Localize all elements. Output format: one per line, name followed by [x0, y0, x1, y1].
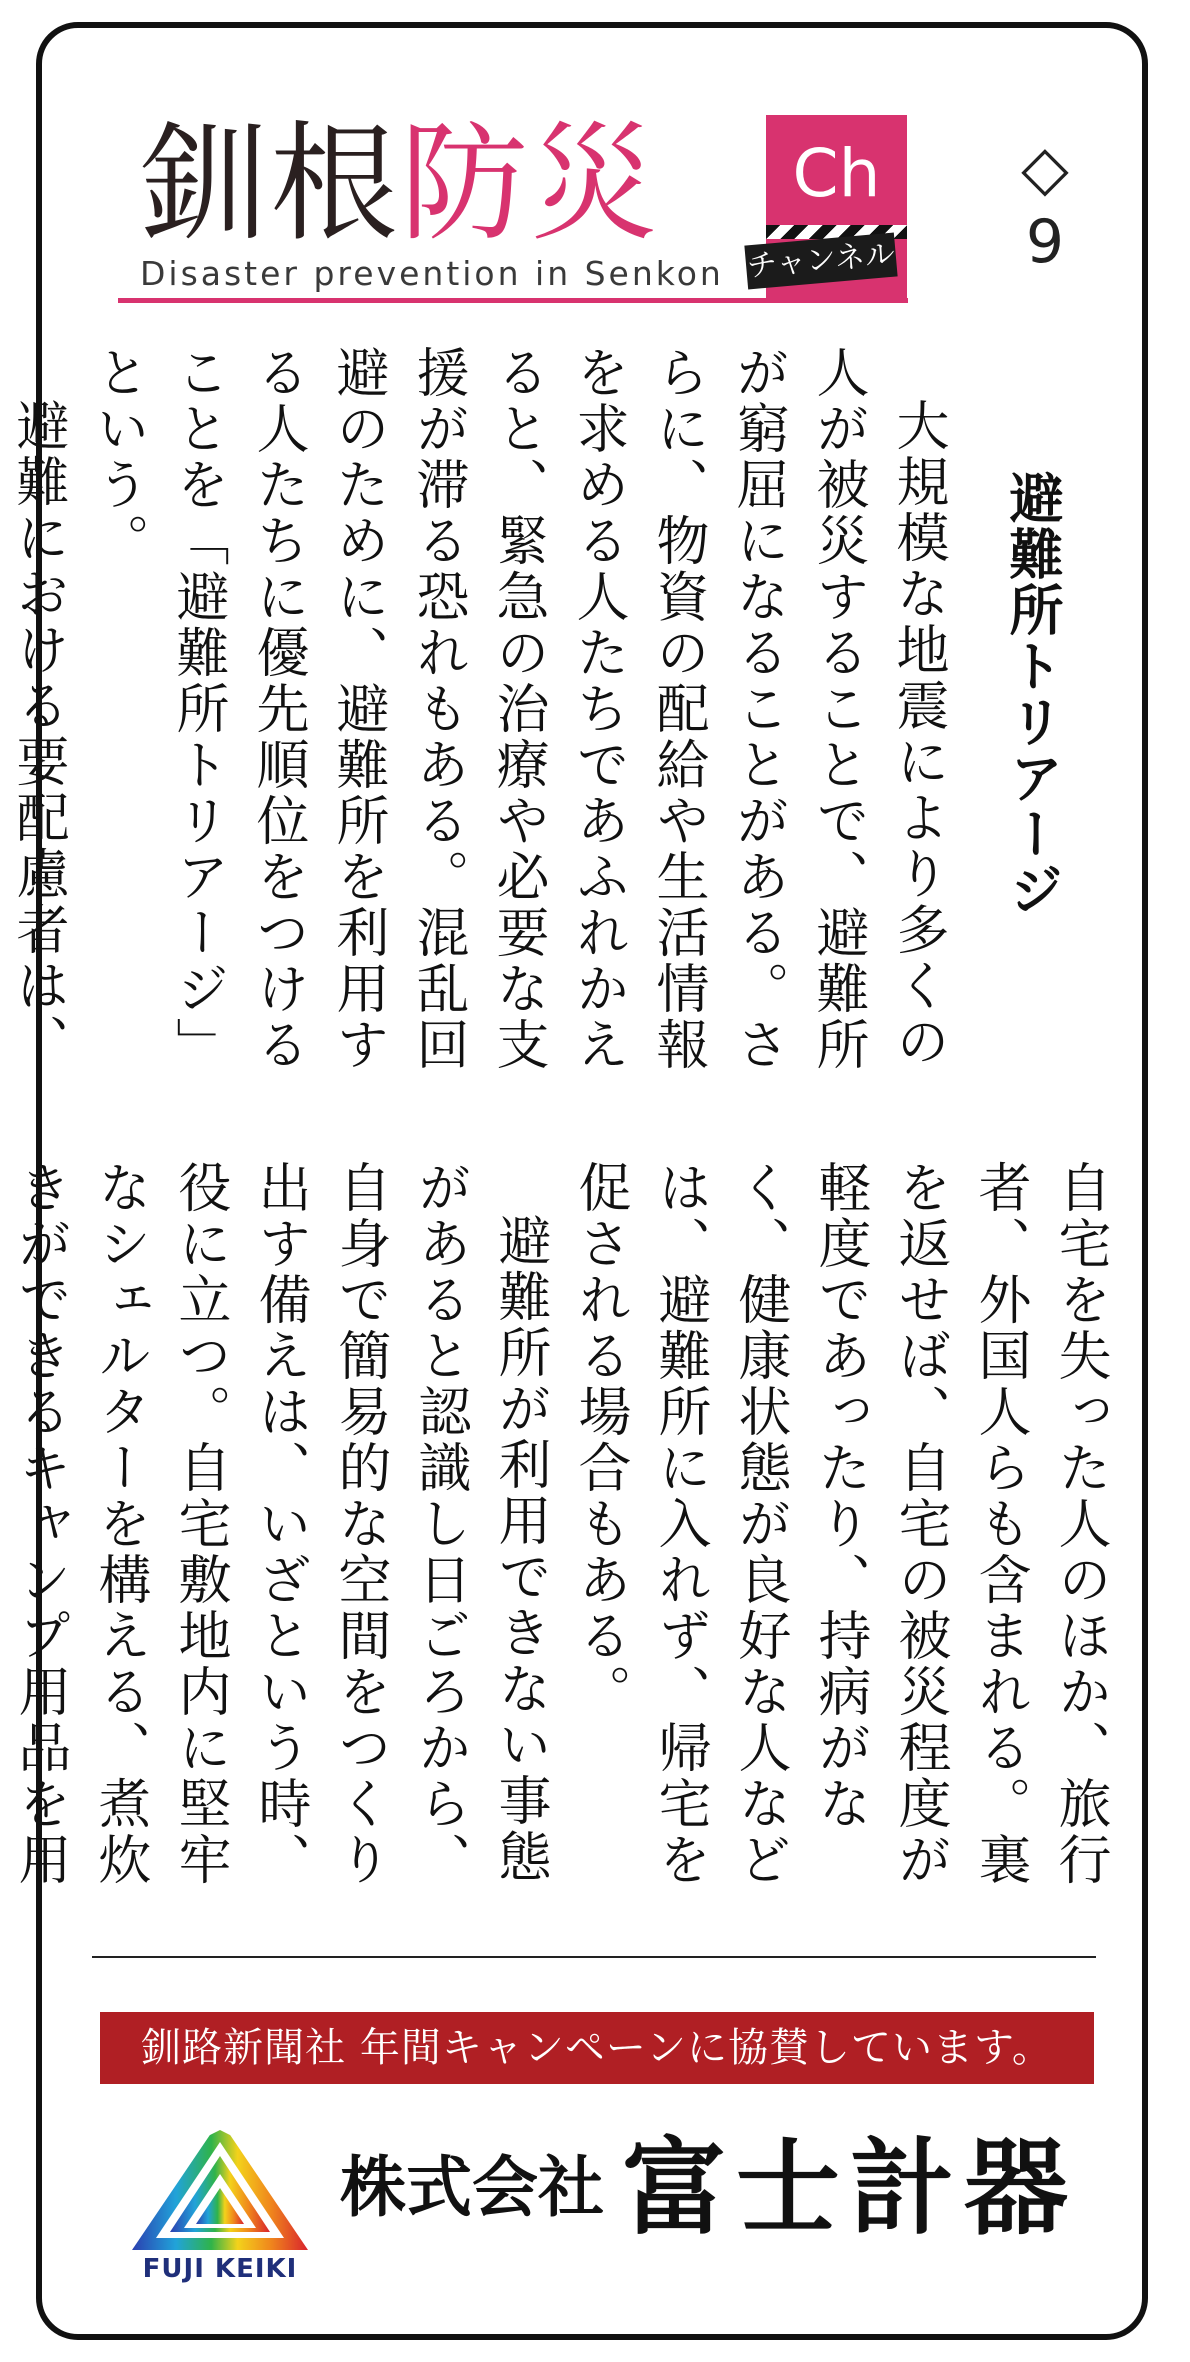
channel-badge	[745, 115, 907, 299]
article-headline: 避難所トリアージ	[1001, 470, 1064, 918]
issue-number	[995, 132, 1095, 280]
article-body-upper	[8, 345, 958, 1123]
sponsor-banner: 釧路新聞社 年間キャンペーンに協賛しています。	[100, 2012, 1094, 2084]
channel-band-label: チャンネル	[744, 233, 897, 290]
sponsor-company	[340, 2128, 1078, 2248]
diamond-icon: ◇	[1021, 131, 1069, 204]
logo-subtitle: Disaster prevention in Senkon	[140, 254, 724, 293]
mount-fuji-icon	[120, 2108, 320, 2258]
logo-title-region: 釧根	[140, 110, 401, 259]
article-body-lower	[10, 1160, 1120, 1936]
company-prefix: 株式会社	[340, 2149, 604, 2226]
fuji-keiki-logo	[120, 2108, 320, 2298]
column-logo-title	[140, 110, 660, 260]
channel-badge-label: Ch	[792, 135, 881, 212]
issue-number-value: 9	[1025, 207, 1065, 277]
logo-title-bosai: 防災	[400, 110, 661, 259]
paragraph-3: 避難所が利用できない事態があると認識し日ごろから、自身で簡易的な空間をつくり出す備えは、いざという時、役に立つ。自宅敷地内に堅牢なシェルターを構える、煮炊きができるキャンプ用品を用	[10, 1160, 551, 1888]
paragraph-1: 大規模な地震により多くの人が被災することで、避難所が窮屈になることがある。さらに、物資の配給や生活情報を求める人たちであふれかえると、緊急の治療や必要な支援が滞る恐れもある。混乱回避のために、避難所を利用する人たちに優先順位をつけることを「避難所トリアージ」という。	[88, 345, 949, 1073]
divider	[92, 1956, 1096, 1958]
paragraph-2-start: 避難における要配慮者は、	[8, 398, 69, 1070]
paragraph-2-continued: 自宅を失った人のほか、旅行者、外国人らも含まれる。裏を返せば、自宅の被災程度が軽度であったり、持病がなく、健康状態が良好な人などは、避難所に入れず、帰宅を促される場合もある。	[570, 1160, 1111, 1888]
company-name: 富士計器	[622, 2127, 1079, 2249]
sponsor-brand: FUJI KEIKI	[142, 2254, 298, 2284]
